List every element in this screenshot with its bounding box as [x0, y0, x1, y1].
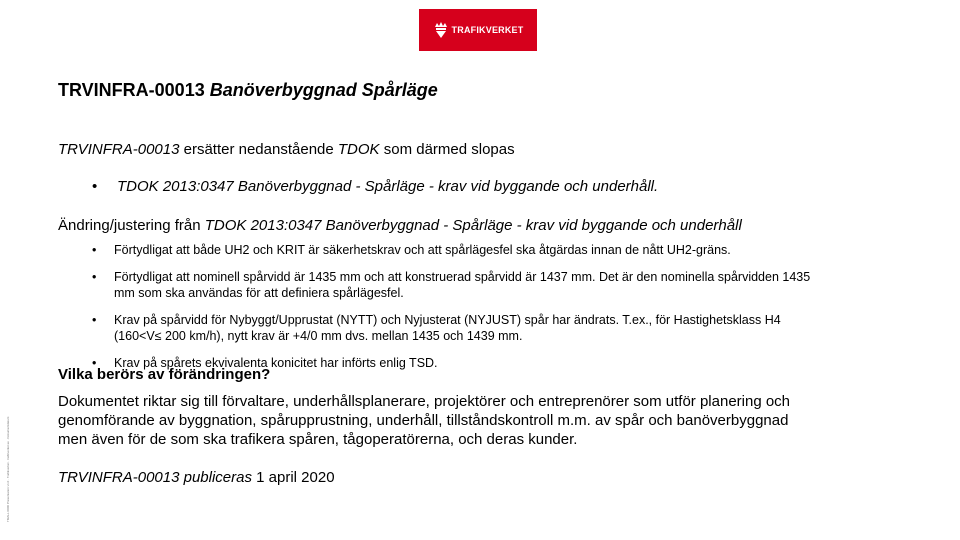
- affects-body: Dokumentet riktar sig till förvaltare, underhållsplanerare, projektörer och entreprenörer som utför planering och genomförande av byggnation, spårupprustning, underhåll, tillståndskontroll m.m. av spår och banöverbyggnad men även för de som ska trafikera spåren, tågoperatörerna, och deras kunder.: [58, 393, 791, 448]
- subhead-code: TRVINFRA-00013: [58, 141, 180, 158]
- title-code: TRVINFRA-00013: [58, 80, 205, 100]
- crown-icon: [433, 21, 449, 39]
- bullet: •: [92, 178, 98, 195]
- list-item: [92, 269, 822, 301]
- title-name: Banöverbyggnad Spårläge: [209, 80, 438, 100]
- bullet: •: [92, 270, 97, 284]
- page-title: [58, 80, 438, 101]
- subhead-tail: som därmed slopas: [379, 141, 515, 158]
- changes-list: [92, 242, 822, 382]
- publication-date: 1 april 2020: [251, 469, 335, 486]
- list-item: [92, 242, 822, 258]
- change-text: Förtydligat att nominell spårvidd är 1435 mm och att konstruerad spårvidd är 1437 mm. Det är den nominella spårvidden 1435 mm som ska användas för att definiera spårlägesfel.: [114, 270, 811, 300]
- replaced-item: [92, 178, 658, 195]
- subhead-tdok: TDOK: [337, 141, 380, 158]
- list-item: [92, 312, 822, 344]
- changes-heading-doc: TDOK 2013:0347: [204, 217, 322, 234]
- replaced-item-text: TDOK 2013:0347 Banöverbyggnad - Spårläge - krav vid byggande och underhåll.: [117, 178, 659, 195]
- bullet: •: [92, 313, 97, 327]
- trafikverket-logo: [419, 9, 537, 51]
- publication-code: TRVINFRA-00013 publiceras: [58, 469, 252, 486]
- side-footer-text: TMALL 0000 Presentation v1.0 · Trafikverket · trafikverket.se · Dokumentdatum: [6, 416, 10, 522]
- replacement-heading: [58, 141, 515, 158]
- change-text: Krav på spårvidd för Nybyggt/Upprustat (NYTT) och Nyjusterat (NYJUST) spår har ändrats. T.ex., för Hastighetsklass H4 (160<V≤ 200 km/h), nytt krav är +4/0 mm dvs. mellan 1435 och 1439 mm.: [114, 313, 781, 343]
- bullet: •: [92, 243, 97, 257]
- changes-heading-rest: Banöverbyggnad - Spårläge - krav vid byggande och underhåll: [321, 217, 742, 234]
- bullet: •: [92, 356, 97, 370]
- affects-heading: Vilka berörs av förändringen?: [58, 366, 271, 383]
- changes-heading-prefix: Ändring/justering från: [58, 217, 205, 234]
- logo-text: TRAFIKVERKET: [451, 25, 524, 35]
- subhead-mid: ersätter nedanstående: [179, 141, 338, 158]
- changes-heading: [58, 217, 742, 234]
- publication-note: [58, 469, 335, 486]
- change-text: Förtydligat att både UH2 och KRIT är säkerhetskrav och att spårlägesfel ska åtgärdas innan de nått UH2-gräns.: [114, 243, 731, 257]
- change-text: Krav på spårets ekvivalenta konicitet har införts enlig TSD.: [114, 356, 438, 370]
